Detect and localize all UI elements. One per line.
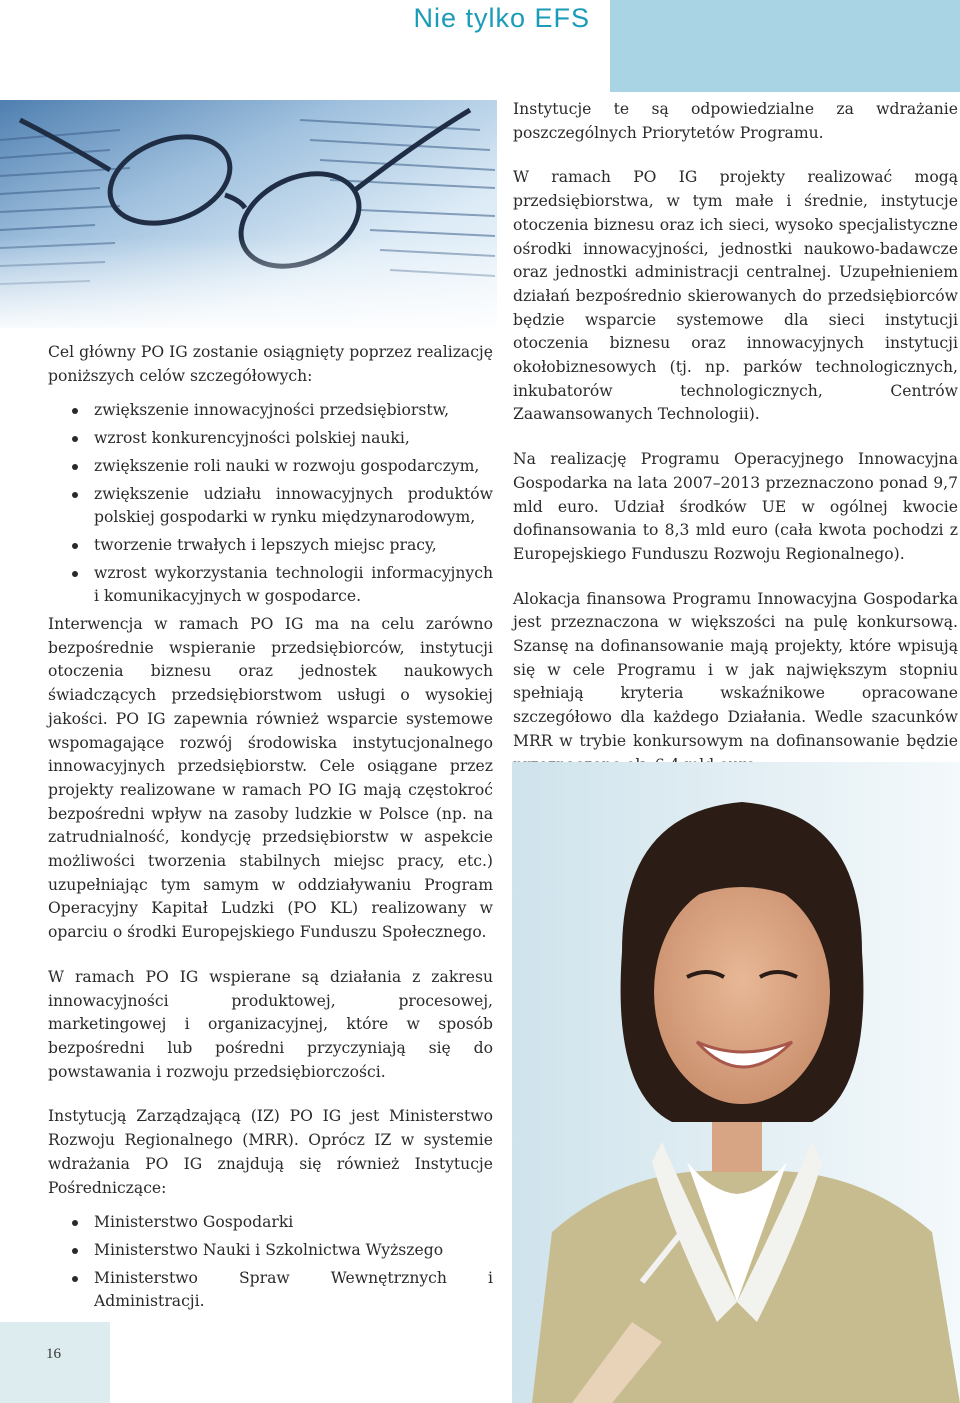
bullet-icon [72,492,78,498]
list-item: zwiększenie udziału innowacyjnych produktów polskiej gospodarki w rynku międzynarodowym, [48,483,493,530]
bullet-icon [72,571,78,577]
list-item: tworzenie trwałych i lepszych miejsc pracy, [48,534,493,558]
bullet-icon [72,408,78,414]
paragraph-interwencja: Interwencja w ramach PO IG ma na celu zarówno bezpośrednie wspieranie przedsiębiorców, instytucji otoczenia biznesu oraz jednostek naukowych świadczących przedsiębiorstwom usługi o wysokiej jakości. PO IG zapewnia również wsparcie systemowe wspomagające rozwój środowiska instytucjonalnego innowacyjnych przedsiębiorstw. Cele osiągane przez projekty realizowane w ramach PO IG mają częstokroć bezpośredni wpływ na zasoby ludzkie w Polsce (np. na zatrudnialność, kondycję przedsiębiorstw w aspekcie możliwości tworzenia stabilnych miejsc pracy, etc.) uzupełniając tym samym w oddziaływaniu Program Operacyjny Kapitał Ludzki (PO KL) realizowany w oparciu o środki Europejskiego Funduszu Społecznego. [48,615,493,942]
bullet-icon [72,436,78,442]
list-item: wzrost konkurencyjności polskiej nauki, [48,427,493,451]
list-item: wzrost wykorzystania technologii informacyjnych i komunikacyjnych w gospodarce. [48,562,493,609]
list-item: Ministerstwo Spraw Wewnętrznych i Administracji. [48,1267,493,1314]
bullet-icon [72,1220,78,1226]
paragraph-instytucja-zarzadzajaca: Instytucją Zarządzającą (IZ) PO IG jest Ministerstwo Rozwoju Regionalnego (MRR). Oprócz IZ w systemie wdrażania PO IG znajdują się również Instytucje Pośredniczące: [48,1107,493,1197]
paragraph-wspierane-dzialania: W ramach PO IG wspierane są działania z zakresu innowacyjności produktowej, procesowej, marketingowej i organizacyjnej, które w sposób bezpośredni lub pośredni przyczyniają się do powstawania i rozwoju przedsiębiorczości. [48,967,493,1081]
left-column [48,341,493,1318]
bullet-icon [72,543,78,549]
header-band [610,0,960,92]
list-item: Ministerstwo Nauki i Szkolnictwa Wyższego [48,1239,493,1263]
right-column [513,98,958,777]
paragraph-alokacja: Alokacja finansowa Programu Innowacyjna Gospodarka jest przeznaczona w większości na pulę konkursową. Szansę na dofinansowanie mają projekty, które wpisują się w cele Programu i w jak największym stopniu spełniają kryteria wskaźnikowe opracowane szczegółowo dla każdego Działania. Wedle szacunków MRR w trybie konkursowym na dofinansowanie będzie [513,589,958,750]
bullet-icon [72,1276,78,1282]
page-header-title: Nie tylko EFS [413,3,590,33]
bullet-icon [72,464,78,470]
list-item: zwiększenie innowacyjności przedsiębiorstw, [48,399,493,423]
goals-intro: Cel główny PO IG zostanie osiągnięty poprzez realizację poniższych celów szczegółowych: [48,343,493,385]
bullet-icon [72,1248,78,1254]
glasses-on-documents-photo [0,100,497,328]
paragraph-realizacja-programu: Na realizację Programu Operacyjnego Innowacyjna Gospodarka na lata 2007–2013 przeznaczono ponad 9,7 mld euro. Udział środków UE w ogólnej kwocie dofinansowania to 8,3 mld euro (cała kwota pochodzi z Europejskiego Funduszu Rozwoju Regionalnego). [513,450,958,563]
goals-list [48,399,493,609]
ministries-list [48,1211,493,1314]
page-number: 16 [46,1346,61,1362]
list-item: zwiększenie roli nauki w rozwoju gospodarczym, [48,455,493,479]
paragraph-instytucje: Instytucje te są odpowiedzialne za wdrażanie poszczególnych Priorytetów Programu. [513,100,958,142]
smiling-woman-photo [512,762,960,1403]
list-item: Ministerstwo Gospodarki [48,1211,493,1235]
paragraph-projekty: W ramach PO IG projekty realizować mogą przedsiębiorstwa, w tym małe i średnie, instytucje otoczenia biznesu oraz ich sieci, wysoko specjalistyczne ośrodki innowacyjności, jednostki naukowo-badawcze oraz jednostki administracji centralnej. Uzupełnieniem działań bezpośrednio skierowanych do przedsiębiorców będzie wsparcie systemowe dla sieci instytucji otoczenia biznesu oraz innowacyjnych instytucji okołobiznesowych (tj. np. parków technologicznych, inkubatorów technologicznych, Centrów Zaawansowanych Technologii). [513,168,958,424]
